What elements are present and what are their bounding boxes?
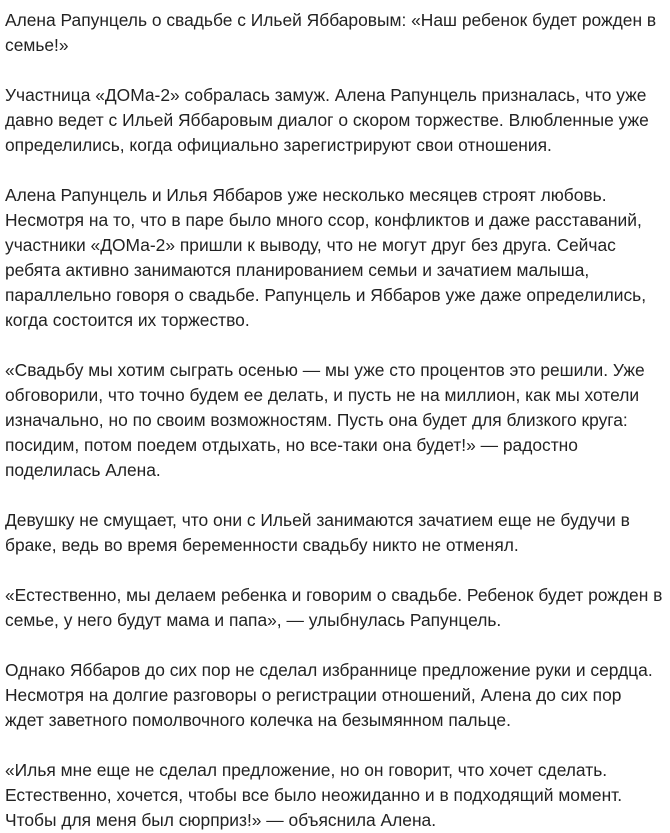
article	[5, 0, 665, 833]
paragraph-6: Однако Яббаров до сих пор не сделал избраннице предложение руки и сердца. Несмотря на долгие разговоры о регистрации отношений, Алена до сих пор ждет заветного помолвочного колечка на безымянном пальце.	[5, 660, 653, 730]
paragraph-7-quote: «Илья мне еще не сделал предложение, но он говорит, что хочет сделать. Естественно, хочется, чтобы все было неожиданно и в подходящий момент. Чтобы для меня был сюрприз!» — объяснила Алена.	[5, 760, 623, 830]
article-title: Алена Рапунцель о свадьбе с Ильей Яббаровым: «Наш ребенок будет рожден в семье!»	[5, 10, 657, 55]
paragraph-2: Алена Рапунцель и Илья Яббаров уже несколько месяцев строят любовь. Несмотря на то, что в паре было много ссор, конфликтов и даже расставаний, участники «ДОМа-2» пришли к выводу, что не могут друг без друга. Сейчас ребята активно занимаются планированием семьи и зачатием малыша, параллельно говоря о свадьбе. Рапунцель и Яббаров уже даже определились, когда состоится их торжество.	[5, 185, 647, 330]
paragraph-4: Девушку не смущает, что они с Ильей занимаются зачатием еще не будучи в браке, ведь во время беременности свадьбу никто не отменял.	[5, 510, 630, 555]
paragraph-5-quote: «Естественно, мы делаем ребенка и говорим о свадьбе. Ребенок будет рожден в семье, у него будут мама и папа», — улыбнулась Рапунцель.	[5, 585, 663, 630]
paragraph-1: Участница «ДОМа-2» собралась замуж. Алена Рапунцель призналась, что уже давно ведет с Ильей Яббаровым диалог о скором торжестве. Влюбленные уже определились, когда официально зарегистрируют свои отношения.	[5, 85, 649, 155]
paragraph-3-quote: «Свадьбу мы хотим сыграть осенью — мы уже сто процентов это решили. Уже обговорили, что точно будем ее делать, и пусть не на миллион, как мы хотели изначально, но по своим возможностям. Пусть она будет для близкого круга: посидим, потом поедем отдыхать, но все-таки она будет!» — радостно поделилась Алена.	[5, 360, 645, 480]
